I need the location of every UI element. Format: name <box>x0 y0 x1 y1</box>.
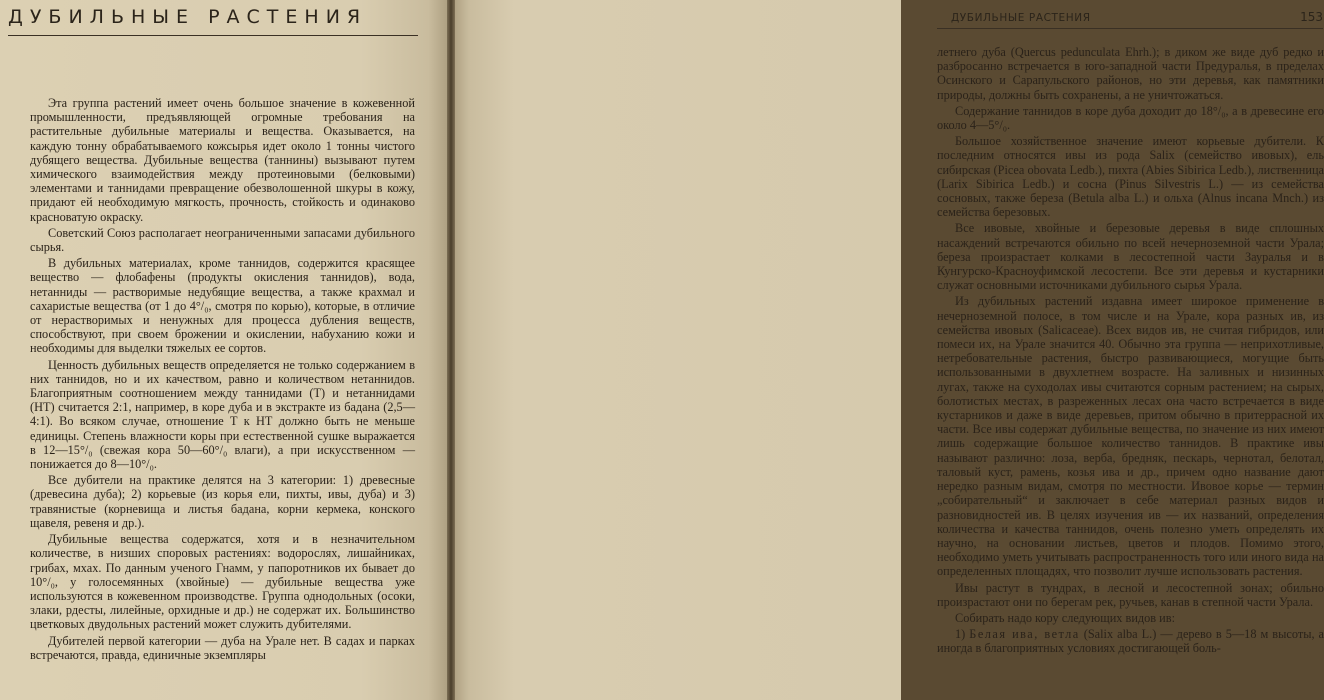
right-page <box>451 0 1324 700</box>
left-page <box>0 0 451 700</box>
running-head-left <box>8 6 418 28</box>
paragraph: Все дубители на практике делятся на 3 категории: 1) древесные (древесина дуба); 2) корьевые (из корья ели, пихты, ивы, дуба) и 3) травянистые (корневища и листья бадана, корни кермека, конского щавеля, ревеня и др.). <box>30 473 415 530</box>
paragraph: Эта группа растений имеет очень большое значение в кожевенной промышленности, предъявляющей огромные требования на растительные дубильные материалы и вещества. Оказывается, на каждую тонну обрабатываемого кожсырья идет около 1 тонны чистого дубящего вещества. Дубильные вещества (таннины) вызывают путем химического взаимодействия между протеиновыми (белковыми) элементами и таннидами превращение обезволошенной шкуры в кожу, придают ей необходимую мягкость, прочность, стойкость и одинаково красноватую окраску. <box>30 96 415 224</box>
paragraph: В дубильных материалах, кроме таннидов, содержится красящее вещество — флобафены (продукты окисления таннидов), вода, нетанниды — растворимые недубящие вещества, а также крахмал и сахаристые вещества (от 1 до 4°/₀, смотря по корью), которые, в отличие от нерастворимых и ненужных для процесса дубления веществ, способствуют, при своем брожении и окислении, набуханию кожи и необходимы для выделки тяжелых ее сортов. <box>30 256 415 356</box>
paragraph: Ценность дубильных веществ определяется не только содержанием в них таннидов, но и их качеством, равно и количеством нетаннидов. Благоприятным соотношением между таннидами (Т) и нетаннидами (НТ) считается 2:1, например, в коре дуба и в экстракте из бадана (2,5—4:1). Во всяком случае, отношение Т к НТ должно быть не меньше единицы. Степень влажности коры при естественной сушке выражается в 12—15°/₀ (свежая кора 50—60°/₀ влаги), а при искусственном — понижается до 8—10°/₀. <box>30 357 415 472</box>
paragraph: Из дубильных растений издавна имеет широкое применение в нечерноземной полосе, в том числе и на Урале, кора разных ив, из семейства ивовых (Salicaceae). Всех видов ив, не считая гибридов, или помеси их, на Урале значится 40. Обычно эта группа — неприхотливые, нетребовательные растения, быстро развивающиеся, могущие быть использованными в двухлетнем возрасте. На заливных и низинных лугах, также на суходолах ивы считаются сорным растением; на сырых, болотистых местах, в разреженных лесах она часто встречается в виде кустарников и даже в виде деревьев, притом обычно в притеррасной их части. Все ивы содержат дубильные вещества, по значение из них имеют лишь содержащие большое количество таннидов. В практике ивы называют различно: лоза, верба, бредняк, пескарь, чернотал, белотал, таловый куст, рамень, козья ива и др., причем одно название дают нередко разным видам, смотря по местности. Ивовое корье — термин „собирательный“ и заключает в себе материал разных видов и разновидностей ив. В целях изучения ив — их названий, определения количества и качества таннидов, очень полезно уметь определять их научно, на основании листьев, цветов и плодов. Помимо этого, необходимо уметь учитывать распространенность того или иного вида на определенных площадях, что позволит лучше использовать растения. <box>937 294 1324 579</box>
right-page-text <box>937 45 1324 658</box>
paragraph: Советский Союз располагает неограниченными запасами дубильного сырья. <box>30 225 415 255</box>
paragraph: Большое хозяйственное значение имеют корьевые дубители. К последним относятся ивы из рода Salix (семейство ивовых), ель сибирская (Picea obovata Ledb.), пихта (Abies Sibirica Ledb.), лиственница (Larix Sibirica Ledb.) и сосна (Pinus Silvestris L.) — из семейства сосновых, также береза (Betula alba L.) и ольха (Alnus incana Mnch.) из семейства березовых. <box>937 134 1324 220</box>
header-rule <box>8 35 418 36</box>
header-rule <box>937 28 1323 29</box>
paragraph: Собирать надо кору следующих видов ив: <box>955 610 1175 625</box>
paragraph: Ивы растут в тундрах, в лесной и лесостепной зонах; обильно произрастают они по берегам рек, ручьев, канав в степной части Урала. <box>937 580 1324 609</box>
running-head-right-title: ДУБИЛЬНЫЕ РАСТЕНИЯ <box>951 12 1091 24</box>
running-head-right <box>951 12 1323 24</box>
paragraph: Дубителей первой категории — дуба на Урале нет. В садах и парках встречаются, правда, единичные экземпляры <box>30 633 415 662</box>
paragraph: Все ивовые, хвойные и березовые деревья в виде сплошных насаждений встречаются обильно по всей нечерноземной части Урала; береза произрастает колками в лесостепной части Зауралья и в Кунгурско-Красноуфимской лесостепи. Все эти деревья и кустарники служат основными источниками дубильного сырья Урала. <box>937 221 1324 293</box>
paragraph: Дубильные вещества содержатся, хотя и в незначительном количестве, в низших споровых растениях: водорослях, лишайниках, грибах, мхах. По данным ученого Гнамм, у папоротников их бывает до 10°/₀, у голосемянных (хвойные) — дубильные вещества уже используются в кожевенном производстве. Группа однодольных (осоки, злаки, рдесты, лилейные, орхидные и др.) не содержат их. Большинство цветковых двудольных растений может служить дубителями. <box>30 532 415 632</box>
running-head-left-title: ДУБИЛЬНЫЕ РАСТЕНИЯ <box>8 6 368 28</box>
species-description: (Salix alba L.) — дерево в 5—18 м высоты, а иногда в благоприятных условиях достигающей боль- <box>937 627 1324 656</box>
list-number: 1) <box>955 627 966 642</box>
paragraph-continuation: летнего дуба (Quercus pedunculata Ehrh.); в диком же виде дуб редко и разбросанно встречается в юго-западной части Предуралья, в пределах Осинского и Сарапульского районов, но эти деревья, как памятники природы, должны быть сохранены, а не уничтожаться. <box>937 45 1324 102</box>
book-gutter <box>447 0 455 700</box>
paragraph-species <box>937 627 1324 655</box>
page-number: 153 <box>1300 10 1323 24</box>
species-term: Белая ива, ветла <box>969 627 1080 642</box>
left-page-text <box>30 96 415 664</box>
paragraph: Содержание таннидов в коре дуба доходит до 18°/₀, а в древесине его около 4—5°/₀. <box>937 103 1324 133</box>
